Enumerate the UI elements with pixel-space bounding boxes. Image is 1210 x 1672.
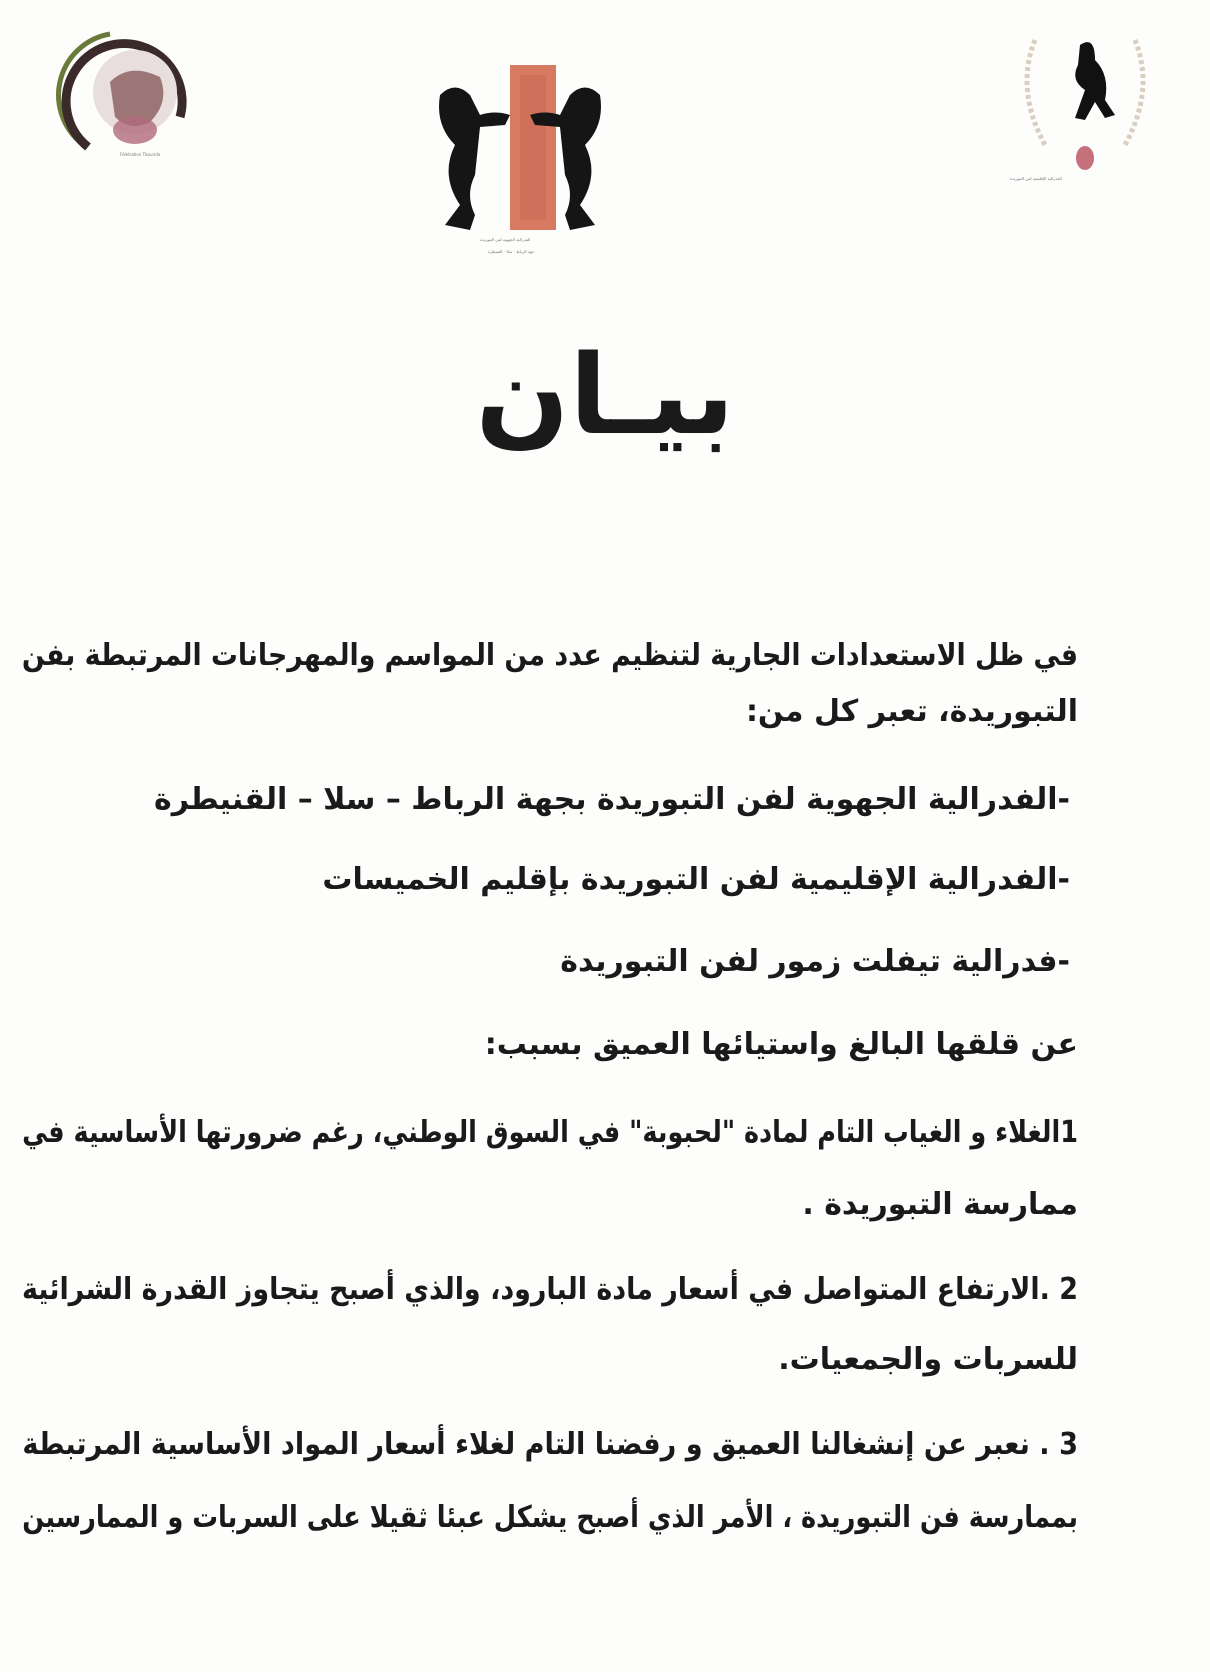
point-2-line-1: 2 .الارتفاع المتواصل في أسعار مادة البارود، والذي أصبح يتجاوز القدرة الشرائية — [21, 1272, 1078, 1307]
center-logo-text-2: جهة الرباط - سلا - القنيطرة — [488, 249, 535, 254]
point-3-line-2: بممارسة فن التبوريدة ، الأمر الذي أصبح يشكل عبئا ثقيلا على السربات و الممارسين — [22, 1500, 1078, 1535]
left-logo-text: Fédération Tbourida — [120, 152, 161, 157]
point-3-line-1: 3 . نعبر عن إنشغالنا العميق و رفضنا التام لغلاء أسعار المواد الأساسية المرتبطة — [22, 1427, 1078, 1462]
paragraph-line-1: في ظل الاستعدادات الجارية لتنظيم عدد من المواسم والمهرجانات المرتبطة بفن — [21, 638, 1078, 673]
left-federation-logo — [40, 22, 210, 162]
point-1-line-2: ممارسة التبوريدة . — [802, 1187, 1078, 1222]
point-1-line-1: 1الغلاء و الغياب التام لمادة "لحبوبة" في السوق الوطني، رغم ضرورتها الأساسية في — [22, 1115, 1078, 1150]
list-item-federation-2: -الفدرالية الإقليمية لفن التبوريدة بإقليم الخميسات — [322, 862, 1070, 897]
center-logo-text-1: الفدرالية الجهوية لفن التبوريدة — [480, 237, 531, 242]
center-federation-logo — [420, 55, 620, 270]
list-item-federation-1: -الفدرالية الجهوية لفن التبوريدة بجهة الرباط – سلا – القنيطرة — [154, 782, 1070, 817]
paragraph-line-causes: عن قلقها البالغ واستيائها العميق بسبب: — [484, 1027, 1078, 1062]
right-logo-text: الفدرالية الإقليمية لفن التبوريدة — [1010, 176, 1062, 181]
list-item-federation-3: -فدرالية تيفلت زمور لفن التبوريدة — [560, 944, 1070, 979]
paragraph-line-2: التبوريدة، تعبر كل من: — [745, 694, 1078, 729]
right-federation-logo — [1000, 30, 1170, 181]
point-2-line-2: للسربات والجمعيات. — [778, 1342, 1078, 1377]
document-title: بيـان — [475, 331, 735, 459]
